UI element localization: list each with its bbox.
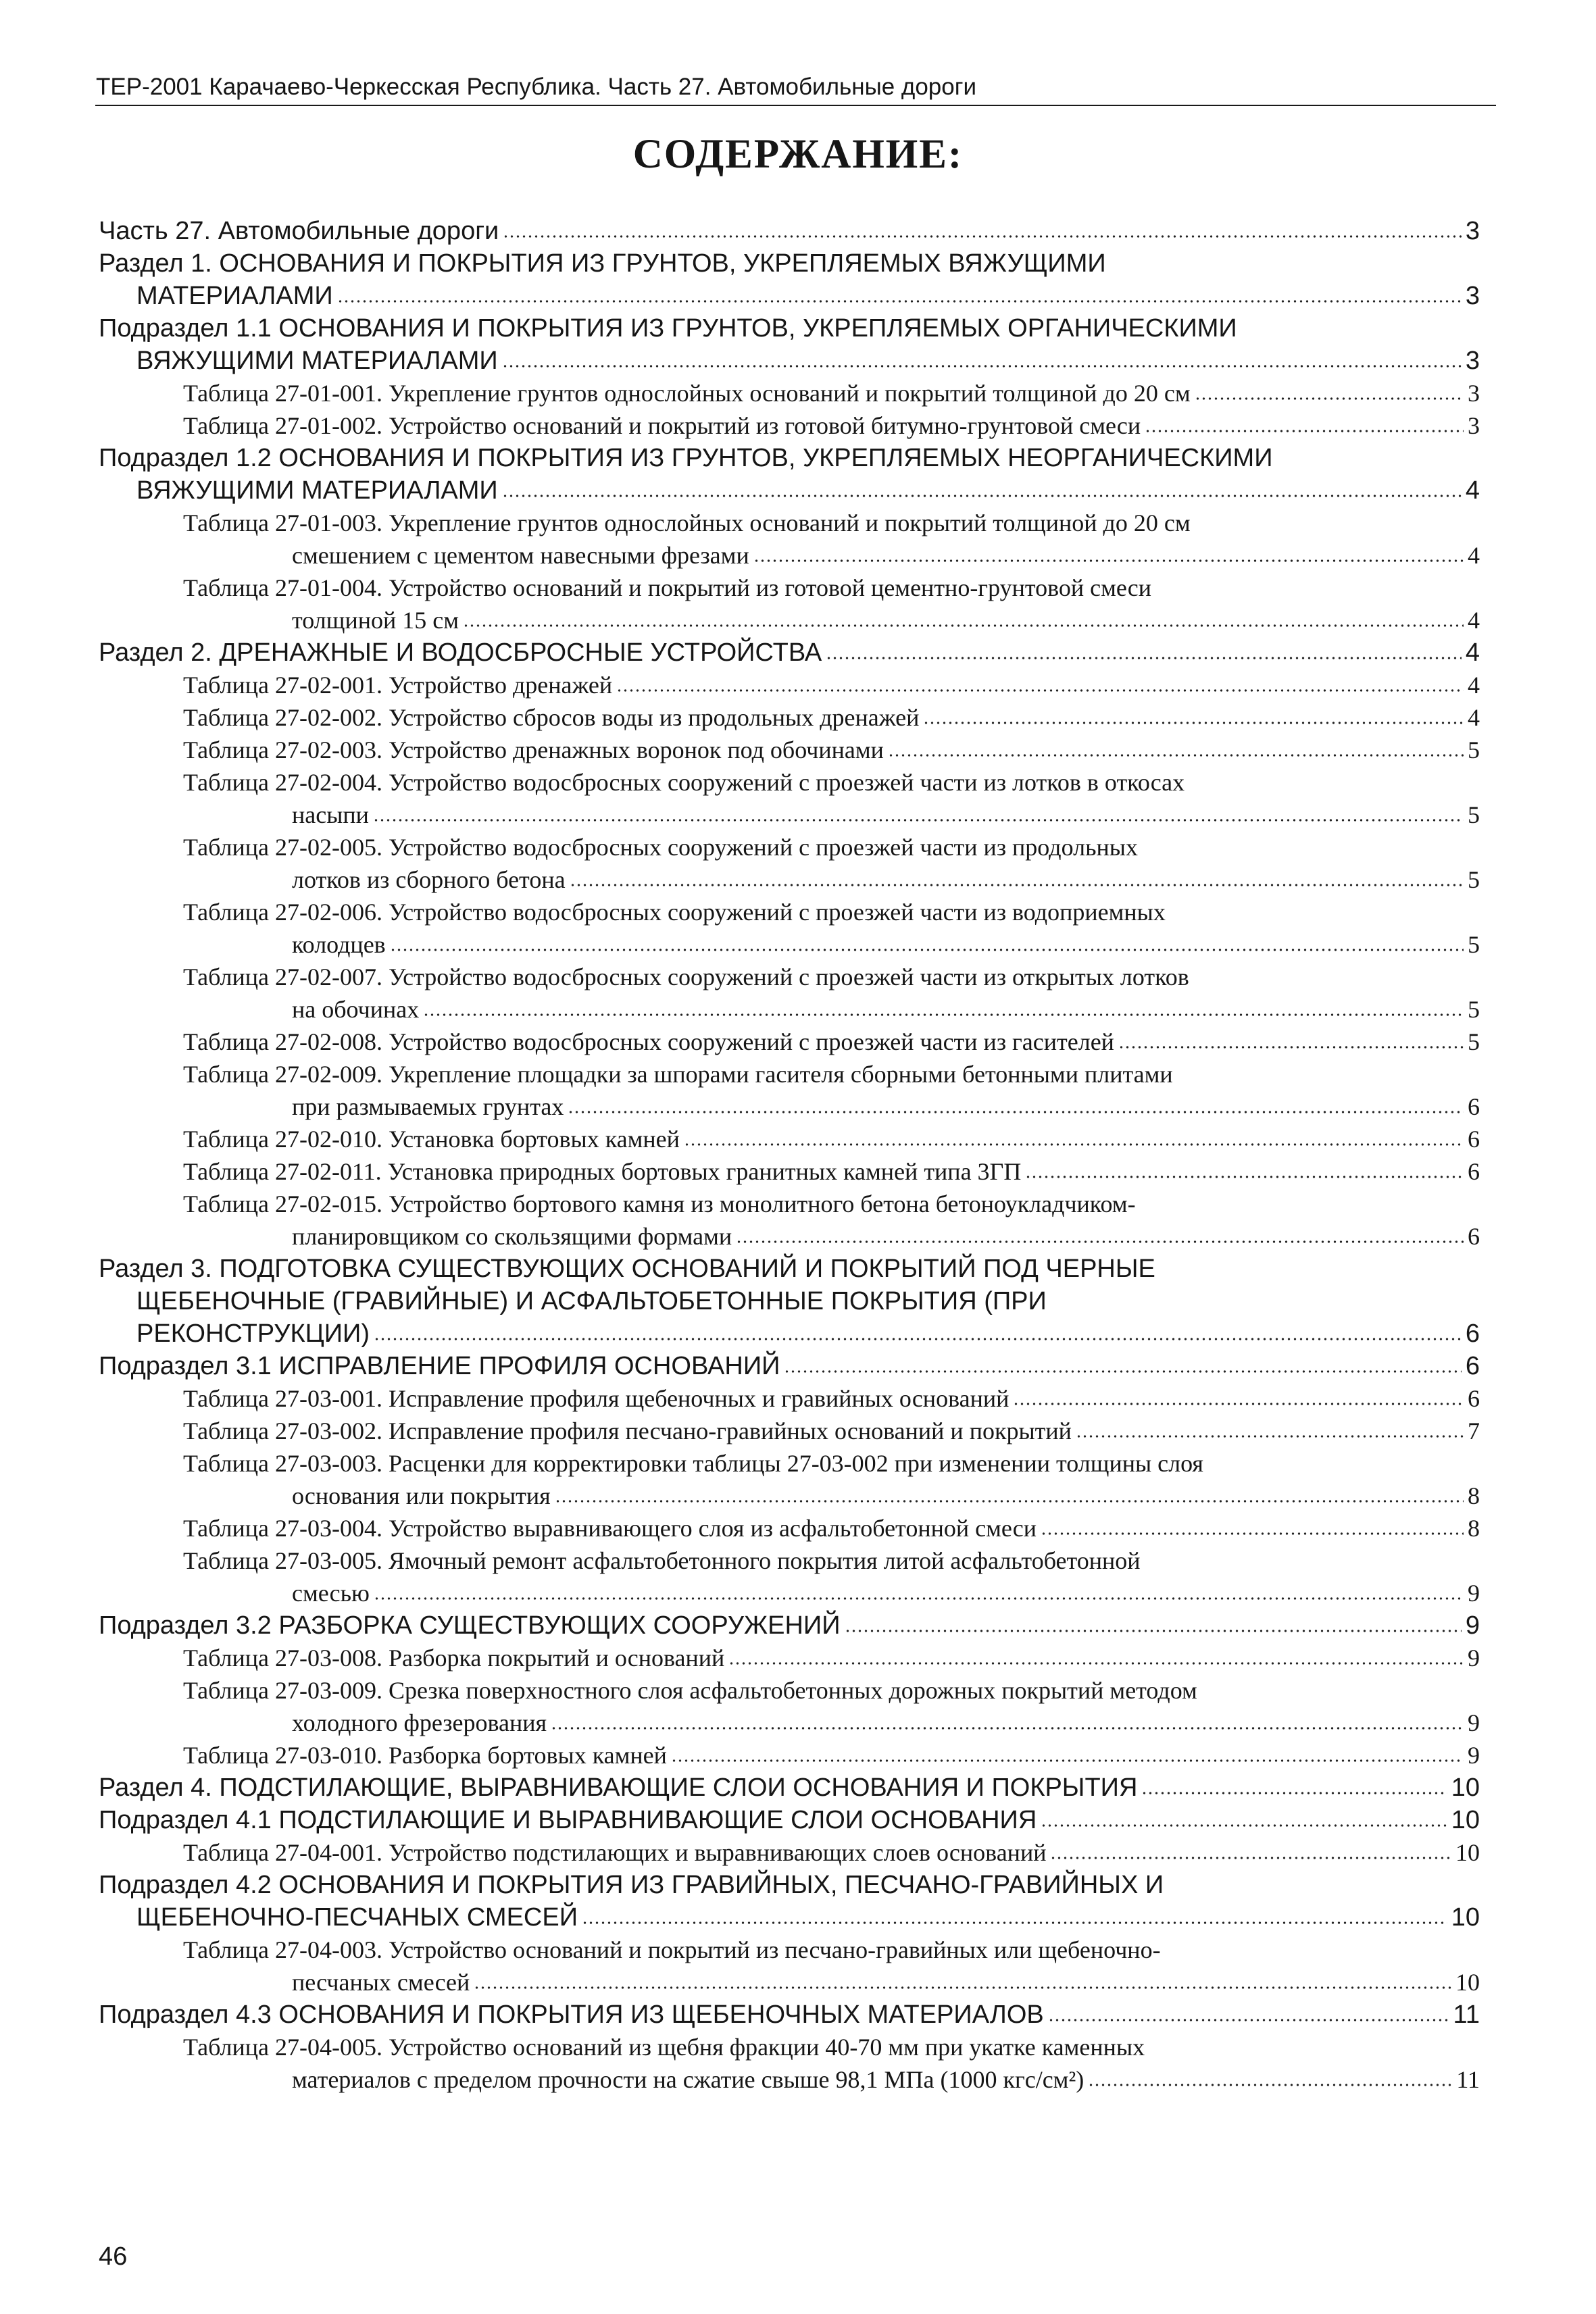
- toc-entry-title: Раздел 3. ПОДГОТОВКА СУЩЕСТВУЮЩИХ ОСНОВАНИЙ И ПОКРЫТИЙ ПОД ЧЕРНЫЕ: [99, 1255, 1155, 1283]
- toc-entry-line: [99, 442, 1480, 474]
- toc-entry-page: 8: [1468, 1482, 1480, 1509]
- toc-entry-table: [0, 734, 1596, 766]
- toc-entry-page: 4: [1468, 607, 1480, 634]
- toc-entry-page: 3: [1465, 282, 1480, 310]
- toc-entry-table: [0, 1188, 1596, 1253]
- toc-dot-leader: [1076, 1435, 1464, 1438]
- toc-entry-page: 6: [1468, 1093, 1480, 1120]
- toc-dot-leader: [374, 1338, 1462, 1340]
- running-header: ТЕР-2001 Карачаево-Черкесская Республика. Часть 27. Автомобильные дороги: [96, 74, 977, 100]
- toc-entry-subsection: [0, 442, 1596, 507]
- toc-entry-page: 5: [1468, 996, 1480, 1023]
- toc-entry-line: [292, 1707, 1480, 1739]
- toc-entry-line: [292, 993, 1480, 1026]
- toc-entry-title: Таблица 27-02-011. Установка природных бортовых гранитных камней типа 3ГП: [183, 1158, 1022, 1185]
- toc-dot-leader: [1195, 397, 1464, 400]
- toc-entry-page: 3: [1465, 217, 1480, 245]
- toc-entry-line: [292, 799, 1480, 831]
- toc-entry-line: [136, 1901, 1480, 1934]
- toc-dot-leader: [1145, 430, 1464, 432]
- toc-entry-title: Таблица 27-01-004. Устройство оснований и покрытий из готовой цементно-грунтовой смеси: [183, 574, 1152, 601]
- toc-entry-section: [0, 247, 1596, 312]
- toc-entry-page: 10: [1455, 1969, 1480, 1996]
- toc-entry-title: Таблица 27-04-005. Устройство оснований из щебня фракции 40-70 мм при укатке каменных: [183, 2034, 1145, 2061]
- toc-entry-page: 5: [1468, 801, 1480, 828]
- toc-entry-table: [0, 896, 1596, 961]
- toc-entry-page: 6: [1468, 1158, 1480, 1185]
- toc-entry-table: [0, 1382, 1596, 1415]
- toc-entry-table: [0, 1642, 1596, 1674]
- toc-entry-title: ВЯЖУЩИМИ МАТЕРИАЛАМИ: [136, 476, 498, 505]
- toc-entry-page: 10: [1455, 1839, 1480, 1866]
- toc-entry-line: [183, 734, 1480, 766]
- toc-entry-line: [99, 1771, 1480, 1804]
- page-title: СОДЕРЖАНИЕ:: [632, 132, 964, 177]
- toc-entry-title: песчаных смесей: [292, 1969, 470, 1996]
- toc-entry-title: смесью: [292, 1580, 370, 1607]
- toc-entry-page: 6: [1465, 1319, 1480, 1348]
- toc-entry-page: 4: [1468, 672, 1480, 699]
- toc-entry-title: на обочинах: [292, 996, 420, 1023]
- toc-dot-leader: [736, 1240, 1464, 1243]
- toc-dot-leader: [1025, 1176, 1464, 1178]
- toc-entry-title: Подраздел 4.1 ПОДСТИЛАЮЩИЕ И ВЫРАВНИВАЮЩИЕ СЛОИ ОСНОВАНИЯ: [99, 1806, 1037, 1834]
- toc-dot-leader: [616, 689, 1464, 692]
- toc-entry-line: [183, 409, 1480, 442]
- toc-entry-line: [292, 928, 1480, 961]
- toc-entry-title: РЕКОНСТРУКЦИИ): [136, 1319, 370, 1348]
- toc-entry-title: Таблица 27-03-003. Расценки для корректировки таблицы 27-03-002 при изменении толщины слоя: [183, 1450, 1203, 1477]
- toc-entry-title: Таблица 27-02-006. Устройство водосбросных сооружений с проезжей части из водоприемных: [183, 899, 1166, 926]
- toc-entry-line: [136, 1285, 1480, 1317]
- toc-dot-leader: [582, 1921, 1447, 1924]
- toc-entry-page: 4: [1465, 638, 1480, 667]
- toc-dot-leader: [671, 1759, 1464, 1762]
- table-of-contents: [0, 215, 1596, 2096]
- toc-dot-leader: [502, 365, 1462, 368]
- toc-entry-page: 5: [1468, 736, 1480, 763]
- toc-entry-line: [183, 1382, 1480, 1415]
- toc-entry-table: [0, 831, 1596, 896]
- toc-entry-title: Подраздел 3.1 ИСПРАВЛЕНИЕ ПРОФИЛЯ ОСНОВАНИЙ: [99, 1352, 780, 1380]
- toc-entry-line: [183, 1934, 1480, 1966]
- toc-dot-leader: [1088, 2084, 1452, 2086]
- toc-entry-section: [0, 1253, 1596, 1350]
- toc-entry-title: Раздел 1. ОСНОВАНИЯ И ПОКРЫТИЯ ИЗ ГРУНТОВ, УКРЕПЛЯЕМЫХ ВЯЖУЩИМИ: [99, 249, 1106, 278]
- toc-dot-leader: [551, 1727, 1464, 1730]
- toc-entry-table: [0, 1739, 1596, 1771]
- toc-dot-leader: [1013, 1403, 1464, 1405]
- toc-entry-line: [292, 1966, 1480, 1998]
- toc-entry-line: [183, 766, 1480, 799]
- toc-entry-table: [0, 1674, 1596, 1739]
- toc-entry-line: [99, 312, 1480, 345]
- toc-entry-table: [0, 1447, 1596, 1512]
- toc-entry-page: 3: [1468, 412, 1480, 439]
- toc-entry-title: ЩЕБЕНОЧНЫЕ (ГРАВИЙНЫЕ) И АСФАЛЬТОБЕТОННЫЕ ПОКРЫТИЯ (ПРИ: [136, 1287, 1047, 1315]
- toc-entry-line: [183, 669, 1480, 701]
- toc-entry-title: Таблица 27-04-001. Устройство подстилающих и выравнивающих слоев оснований: [183, 1839, 1047, 1866]
- toc-entry-table: [0, 377, 1596, 409]
- toc-dot-leader: [463, 624, 1464, 627]
- toc-entry-table: [0, 1155, 1596, 1188]
- toc-dot-leader: [1041, 1824, 1447, 1827]
- toc-entry-line: [99, 1869, 1480, 1901]
- toc-entry-title: Подраздел 1.1 ОСНОВАНИЯ И ПОКРЫТИЯ ИЗ ГРУНТОВ, УКРЕПЛЯЕМЫХ ОРГАНИЧЕСКИМИ: [99, 314, 1237, 343]
- toc-entry-page: 5: [1468, 866, 1480, 893]
- toc-entry-line: [183, 1123, 1480, 1155]
- toc-entry-title: Подраздел 1.2 ОСНОВАНИЯ И ПОКРЫТИЯ ИЗ ГРУНТОВ, УКРЕПЛЯЕМЫХ НЕОРГАНИЧЕСКИМИ: [99, 444, 1273, 472]
- toc-entry-line: [183, 1836, 1480, 1869]
- toc-entry-title: толщиной 15 см: [292, 607, 459, 634]
- toc-dot-leader: [503, 235, 1462, 238]
- toc-entry-line: [292, 1480, 1480, 1512]
- toc-entry-line: [136, 280, 1480, 312]
- toc-entry-title: Таблица 27-02-004. Устройство водосбросных сооружений с проезжей части из лотков в откосах: [183, 769, 1185, 796]
- toc-entry-title: Часть 27. Автомобильные дороги: [99, 217, 499, 245]
- toc-entry-line: [99, 1350, 1480, 1382]
- toc-entry-page: 11: [1456, 2066, 1480, 2093]
- toc-entry-page: 6: [1468, 1223, 1480, 1250]
- toc-dot-leader: [502, 495, 1462, 497]
- toc-entry-subsection: [0, 1350, 1596, 1382]
- toc-dot-leader: [826, 657, 1462, 659]
- toc-dot-leader: [373, 819, 1464, 822]
- toc-entry-line: [183, 1739, 1480, 1771]
- toc-dot-leader: [390, 949, 1464, 951]
- toc-entry-line: [99, 1804, 1480, 1836]
- toc-entry-section: [0, 636, 1596, 669]
- toc-entry-line: [99, 247, 1480, 280]
- toc-entry-title: при размываемых грунтах: [292, 1093, 564, 1120]
- toc-dot-leader: [337, 300, 1462, 303]
- toc-entry-page: 6: [1465, 1352, 1480, 1380]
- toc-entry-title: Таблица 27-02-015. Устройство бортового камня из монолитного бетона бетоноукладчиком-: [183, 1190, 1136, 1217]
- toc-entry-title: Таблица 27-02-007. Устройство водосбросных сооружений с проезжей части из открытых лотков: [183, 963, 1189, 990]
- toc-entry-table: [0, 2031, 1596, 2096]
- toc-entry-table: [0, 1836, 1596, 1869]
- toc-entry-title: Таблица 27-02-009. Укрепление площадки за шпорами гасителя сборными бетонными плитами: [183, 1061, 1173, 1088]
- toc-entry-line: [183, 1642, 1480, 1674]
- toc-entry-page: 10: [1451, 1903, 1480, 1932]
- toc-entry-page: 7: [1468, 1417, 1480, 1444]
- toc-entry-line: [292, 2063, 1480, 2096]
- toc-entry-title: Таблица 27-03-008. Разборка покрытий и оснований: [183, 1644, 725, 1671]
- toc-entry-title: насыпи: [292, 801, 369, 828]
- toc-entry-page: 4: [1468, 542, 1480, 569]
- page-number: 46: [99, 2242, 128, 2271]
- toc-entry-line: [183, 896, 1480, 928]
- toc-entry-line: [136, 1317, 1480, 1350]
- toc-entry-page: 6: [1468, 1126, 1480, 1153]
- toc-entry-line: [136, 345, 1480, 377]
- toc-entry-title: смешением с цементом навесными фрезами: [292, 542, 749, 569]
- toc-entry-title: Таблица 27-01-002. Устройство оснований и покрытий из готовой битумно-грунтовой смеси: [183, 412, 1141, 439]
- toc-entry-line: [183, 1674, 1480, 1707]
- toc-entry-subsection: [0, 1869, 1596, 1934]
- toc-entry-page: 5: [1468, 1028, 1480, 1055]
- toc-entry-title: Таблица 27-03-010. Разборка бортовых камней: [183, 1742, 667, 1769]
- toc-entry-title: Таблица 27-02-002. Устройство сбросов воды из продольных дренажей: [183, 704, 920, 731]
- toc-dot-leader: [1041, 1532, 1464, 1535]
- toc-entry-subsection: [0, 1998, 1596, 2031]
- toc-entry-page: 6: [1468, 1385, 1480, 1412]
- toc-entry-subsection: [0, 312, 1596, 377]
- toc-dot-leader: [568, 1111, 1464, 1113]
- toc-entry-table: [0, 572, 1596, 636]
- toc-entry-line: [183, 701, 1480, 734]
- toc-entry-line: [99, 215, 1480, 247]
- toc-entry-page: 10: [1451, 1774, 1480, 1802]
- toc-entry-title: Таблица 27-01-003. Укрепление грунтов однослойных оснований и покрытий толщиной до 20 см: [183, 509, 1191, 536]
- toc-dot-leader: [728, 1662, 1464, 1665]
- toc-entry-title: Таблица 27-03-001. Исправление профиля щебеночных и гравийных оснований: [183, 1385, 1009, 1412]
- toc-entry-page: 10: [1451, 1806, 1480, 1834]
- toc-entry-title: Таблица 27-02-003. Устройство дренажных воронок под обочинами: [183, 736, 884, 763]
- toc-entry-table: [0, 1058, 1596, 1123]
- toc-entry-line: [99, 1253, 1480, 1285]
- toc-entry-page: 8: [1468, 1515, 1480, 1542]
- toc-dot-leader: [753, 559, 1464, 562]
- toc-entry-title: основания или покрытия: [292, 1482, 551, 1509]
- toc-entry-title: материалов с пределом прочности на сжатие свыше 98,1 МПа (1000 кгс/см²): [292, 2066, 1084, 2093]
- toc-entry-title: Подраздел 3.2 РАЗБОРКА СУЩЕСТВУЮЩИХ СООРУЖЕНИЙ: [99, 1611, 841, 1640]
- toc-entry-line: [183, 377, 1480, 409]
- toc-dot-leader: [1050, 1857, 1451, 1859]
- toc-entry-title: Подраздел 4.2 ОСНОВАНИЯ И ПОКРЫТИЯ ИЗ ГРАВИЙНЫХ, ПЕСЧАНО-ГРАВИЙНЫХ И: [99, 1871, 1164, 1899]
- toc-entry-title: Таблица 27-02-001. Устройство дренажей: [183, 672, 613, 699]
- toc-entry-page: 9: [1468, 1644, 1480, 1671]
- toc-entry-line: [183, 1188, 1480, 1220]
- toc-entry-line: [99, 636, 1480, 669]
- toc-entry-section: [0, 1771, 1596, 1804]
- toc-entry-page: 4: [1468, 704, 1480, 731]
- toc-entry-line: [136, 474, 1480, 507]
- toc-entry-title: МАТЕРИАЛАМИ: [136, 282, 333, 310]
- toc-entry-line: [183, 507, 1480, 539]
- toc-entry-table: [0, 701, 1596, 734]
- toc-entry-line: [183, 1415, 1480, 1447]
- toc-entry-page: 5: [1468, 931, 1480, 958]
- toc-dot-leader: [1048, 2019, 1449, 2021]
- toc-entry-line: [183, 1026, 1480, 1058]
- toc-entry-title: колодцев: [292, 931, 386, 958]
- toc-entry-line: [183, 572, 1480, 604]
- toc-entry-line: [183, 831, 1480, 863]
- toc-entry-line: [292, 604, 1480, 636]
- toc-entry-title: Таблица 27-04-003. Устройство оснований и покрытий из песчано-гравийных или щебеночно-: [183, 1936, 1161, 1963]
- toc-entry-title: Подраздел 4.3 ОСНОВАНИЯ И ПОКРЫТИЯ ИЗ ЩЕБЕНОЧНЫХ МАТЕРИАЛОВ: [99, 2001, 1044, 2029]
- toc-entry-table: [0, 1123, 1596, 1155]
- toc-entry-title: ЩЕБЕНОЧНО-ПЕСЧАНЫХ СМЕСЕЙ: [136, 1903, 578, 1932]
- toc-entry-title: холодного фрезерования: [292, 1709, 547, 1736]
- toc-entry-line: [183, 961, 1480, 993]
- toc-entry-line: [183, 1155, 1480, 1188]
- toc-entry-table: [0, 961, 1596, 1026]
- toc-dot-leader: [888, 754, 1464, 757]
- toc-dot-leader: [555, 1500, 1464, 1503]
- toc-dot-leader: [374, 1597, 1464, 1600]
- toc-entry-line: [183, 2031, 1480, 2063]
- toc-entry-title: ВЯЖУЩИМИ МАТЕРИАЛАМИ: [136, 347, 498, 375]
- toc-entry-title: Таблица 27-02-005. Устройство водосбросных сооружений с проезжей части из продольных: [183, 834, 1138, 861]
- toc-dot-leader: [923, 722, 1464, 724]
- toc-entry-line: [99, 1998, 1480, 2031]
- toc-entry-table: [0, 766, 1596, 831]
- toc-entry-subsection: [0, 1609, 1596, 1642]
- header-divider: [95, 105, 1496, 106]
- toc-entry-line: [183, 1058, 1480, 1090]
- toc-entry-title: Таблица 27-02-008. Устройство водосбросных сооружений с проезжей части из гасителей: [183, 1028, 1114, 1055]
- toc-dot-leader: [684, 1143, 1464, 1146]
- toc-entry-title: планировщиком со скользящими формами: [292, 1223, 732, 1250]
- toc-entry-line: [292, 1090, 1480, 1123]
- toc-entry-page: 4: [1465, 476, 1480, 505]
- toc-entry-table: [0, 1026, 1596, 1058]
- toc-entry-table: [0, 1934, 1596, 1998]
- toc-entry-line: [292, 1220, 1480, 1253]
- toc-dot-leader: [845, 1630, 1462, 1632]
- toc-entry-line: [183, 1544, 1480, 1577]
- toc-entry-table: [0, 1512, 1596, 1544]
- toc-dot-leader: [784, 1370, 1461, 1373]
- toc-entry-line: [183, 1512, 1480, 1544]
- toc-entry-line: [292, 539, 1480, 572]
- toc-entry-title: Раздел 4. ПОДСТИЛАЮЩИЕ, ВЫРАВНИВАЮЩИЕ СЛОИ ОСНОВАНИЯ И ПОКРЫТИЯ: [99, 1774, 1138, 1802]
- toc-entry-title: Раздел 2. ДРЕНАЖНЫЕ И ВОДОСБРОСНЫЕ УСТРОЙСТВА: [99, 638, 822, 667]
- toc-entry-page: 3: [1465, 347, 1480, 375]
- toc-entry-page: 9: [1468, 1580, 1480, 1607]
- toc-entry-title: Таблица 27-03-005. Ямочный ремонт асфальтобетонного покрытия литой асфальтобетонной: [183, 1547, 1141, 1574]
- toc-entry-table: [0, 669, 1596, 701]
- toc-entry-table: [0, 1415, 1596, 1447]
- toc-entry-table: [0, 507, 1596, 572]
- toc-entry-line: [292, 863, 1480, 896]
- toc-entry-page: 11: [1453, 2001, 1480, 2029]
- toc-dot-leader: [1118, 1046, 1464, 1049]
- toc-dot-leader: [474, 1986, 1451, 1989]
- toc-entry-page: 9: [1468, 1709, 1480, 1736]
- toc-entry-line: [183, 1447, 1480, 1480]
- toc-entry-subsection: [0, 1804, 1596, 1836]
- toc-entry-page: 3: [1468, 380, 1480, 407]
- toc-entry-table: [0, 409, 1596, 442]
- toc-entry-title: Таблица 27-03-002. Исправление профиля песчано-гравийных оснований и покрытий: [183, 1417, 1072, 1444]
- toc-entry-title: Таблица 27-01-001. Укрепление грунтов однослойных оснований и покрытий толщиной до 20 см: [183, 380, 1191, 407]
- toc-entry-title: Таблица 27-03-009. Срезка поверхностного слоя асфальтобетонных дорожных покрытий методом: [183, 1677, 1197, 1704]
- toc-entry-title: лотков из сборного бетона: [292, 866, 566, 893]
- toc-dot-leader: [423, 1013, 1464, 1016]
- toc-entry-title: Таблица 27-03-004. Устройство выравнивающего слоя из асфальтобетонной смеси: [183, 1515, 1037, 1542]
- toc-entry-table: [0, 1544, 1596, 1609]
- toc-entry-line: [292, 1577, 1480, 1609]
- toc-dot-leader: [1141, 1792, 1447, 1794]
- toc-entry-line: [99, 1609, 1480, 1642]
- toc-dot-leader: [570, 884, 1464, 886]
- toc-entry-page: 9: [1465, 1611, 1480, 1640]
- toc-entry-page: 9: [1468, 1742, 1480, 1769]
- toc-entry-section: [0, 215, 1596, 247]
- toc-entry-title: Таблица 27-02-010. Установка бортовых камней: [183, 1126, 680, 1153]
